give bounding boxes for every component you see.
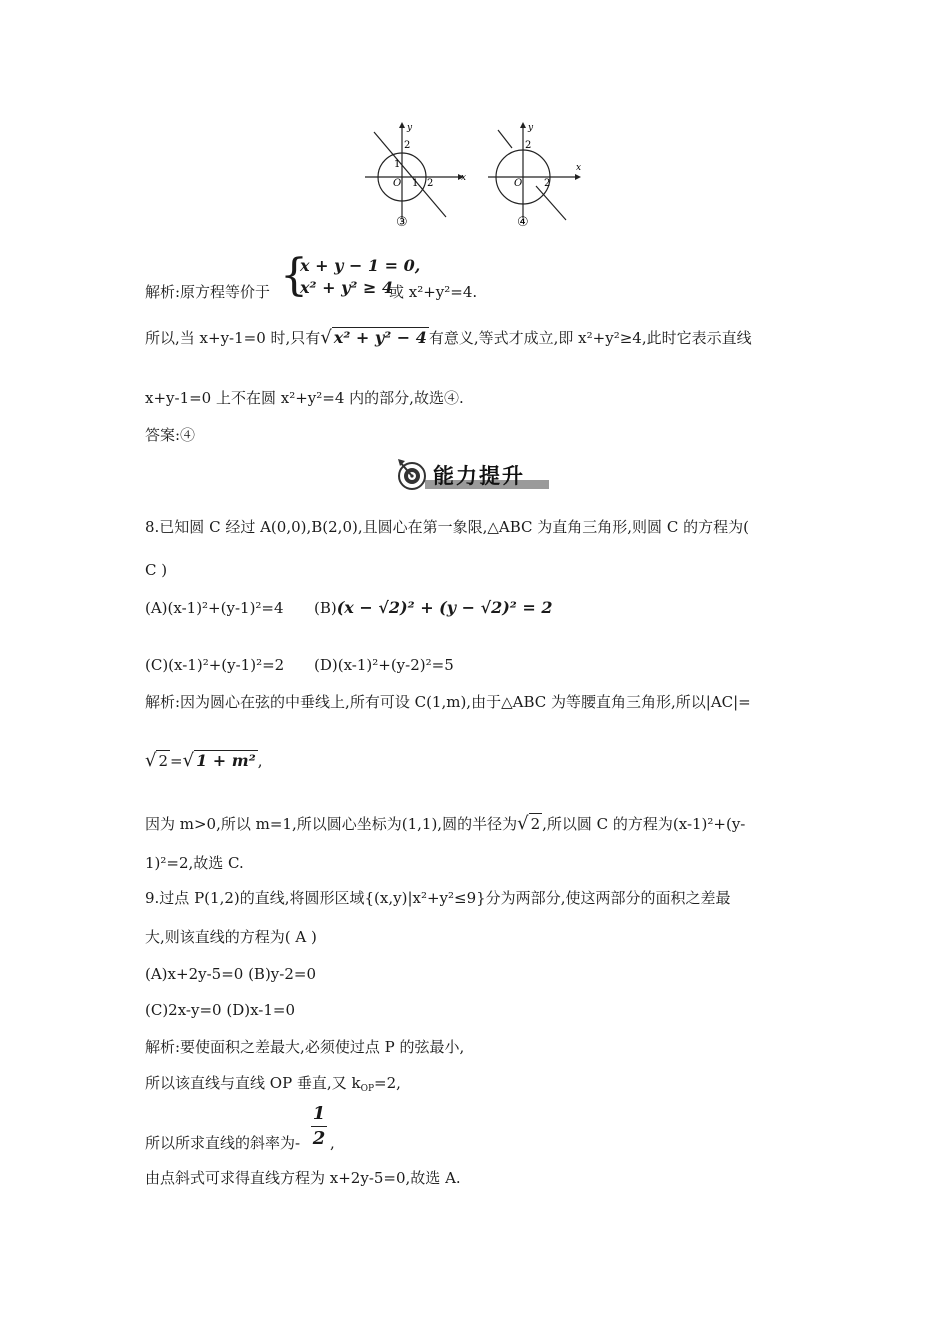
- sol7-line2: [145, 327, 752, 348]
- q9-solution-4: 由点斜式可求得直线方程为 x+2y-5=0,故选 A.: [145, 1169, 461, 1187]
- fig3-y-tick-1: 1: [394, 159, 401, 170]
- sqrt-sign: √: [145, 750, 157, 771]
- sol7-answer: 答案:④: [145, 426, 196, 444]
- q8-sqrt-2: 2: [158, 752, 169, 770]
- sol7-line1-suffix: 或 x²+y²=4.: [389, 283, 478, 301]
- q9-solution-3-end: ,: [330, 1134, 335, 1152]
- fig4-y-tick-2: 2: [525, 140, 532, 151]
- fig3-y-label: y: [407, 123, 413, 133]
- q9-stem-1: 9.过点 P(1,2)的直线,将圆形区域{(x,y)|x²+y²≤9}分为两部分,使这两部分的面积之差最: [145, 889, 731, 907]
- fraction-numerator: 1: [312, 1103, 326, 1124]
- q8-equals: =: [170, 752, 183, 770]
- q9-options-2: (C)2x-y=0 (D)x-1=0: [145, 1001, 295, 1019]
- sol7-line2-b: 有意义,等式才成立,即 x²+y²≥4,此时它表示直线: [428, 329, 752, 347]
- q9-solution-3: 所以所求直线的斜率为-: [145, 1134, 301, 1152]
- fraction: [311, 1103, 327, 1150]
- q8-solution-3b: ,所以圆 C 的方程为(x-1)²+(y-: [542, 815, 746, 833]
- section-banner: [397, 458, 549, 494]
- q9-solution-2-text: 所以该直线与直线 OP 垂直,又 k: [145, 1074, 361, 1092]
- q8-option-d: (D)(x-1)²+(y-2)²=5: [314, 656, 454, 674]
- q8-stem-1: 8.已知圆 C 经过 A(0,0),B(2,0),且圆心在第一象限,△ABC 为直角三角形,则圆 C 的方程为(: [145, 518, 749, 536]
- q8-comma: ,: [257, 752, 263, 770]
- q8-sqrt-radicand: 1 + m²: [196, 751, 256, 770]
- q9-solution-2: [145, 1073, 401, 1093]
- fig4-x-tick-2: 2: [544, 178, 551, 189]
- q9-solution-2-end: =2,: [374, 1074, 401, 1092]
- q8-radius-radicand: 2: [530, 815, 541, 833]
- figure-4: [488, 122, 581, 220]
- q8-option-b: [314, 598, 552, 618]
- fig3-label: ③: [396, 215, 408, 230]
- sol7-line1-prefix: 解析:原方程等价于: [145, 283, 271, 301]
- sqrt-sign: √: [517, 813, 529, 834]
- fig4-y-label: y: [528, 123, 534, 133]
- sol7-line3: x+y-1=0 上不在圆 x²+y²=4 内的部分,故选④.: [145, 389, 464, 407]
- circle-line-figures: [360, 118, 600, 233]
- q9-options-1: (A)x+2y-5=0 (B)y-2=0: [145, 965, 316, 983]
- sqrt-sign: √: [320, 327, 332, 348]
- figure-3: [365, 122, 467, 218]
- sol7-line2-a: 所以,当 x+y-1=0 时,只有: [145, 329, 321, 347]
- system-brace: {: [280, 250, 308, 301]
- sqrt-sign: √: [182, 750, 195, 771]
- q8-stem-2: C ): [145, 561, 168, 579]
- q8-solution-2: [145, 750, 263, 771]
- fig3-x-label: x: [461, 173, 467, 183]
- q9-solution-1: 解析:要使面积之差最大,必须使过点 P 的弦最小,: [145, 1038, 465, 1056]
- q8-option-c: (C)(x-1)²+(y-1)²=2: [145, 656, 285, 674]
- fig4-label: ④: [517, 215, 529, 230]
- fig3-x-tick-1: 1: [412, 178, 419, 189]
- system-eq-1: x + y − 1 = 0,: [300, 256, 421, 275]
- q9-k-subscript: OP: [360, 1084, 374, 1094]
- target-icon: [398, 459, 425, 489]
- fraction-bar: [311, 1126, 327, 1127]
- fig3-origin: O: [393, 178, 402, 189]
- fig3-x-tick-2: 2: [427, 178, 434, 189]
- fig4-origin: O: [514, 178, 523, 189]
- q8-option-a: (A)(x-1)²+(y-1)²=4: [145, 599, 284, 617]
- q8-option-b-math: (x − √2)² + (y − √2)² = 2: [336, 598, 553, 617]
- sol7-line2-radicand: x² + y² − 4: [333, 328, 427, 347]
- section-title: 能力提升: [433, 464, 525, 488]
- q8-solution-4: 1)²=2,故选 C.: [145, 854, 244, 872]
- system-eq-2: x² + y² ≥ 4: [300, 278, 394, 297]
- q8-solution-3: [145, 813, 745, 834]
- fraction-denominator: 2: [312, 1128, 326, 1149]
- q8-option-b-label: (B): [314, 599, 337, 617]
- q8-solution-3a: 因为 m>0,所以 m=1,所以圆心坐标为(1,1),圆的半径为: [145, 815, 518, 833]
- q8-solution-1: 解析:因为圆心在弦的中垂线上,所有可设 C(1,m),由于△ABC 为等腰直角三角形,所以|AC|=: [145, 693, 751, 711]
- q9-stem-2: 大,则该直线的方程为( A ): [145, 928, 317, 946]
- fig3-y-tick-2: 2: [404, 140, 411, 151]
- fig4-x-label: x: [576, 163, 582, 173]
